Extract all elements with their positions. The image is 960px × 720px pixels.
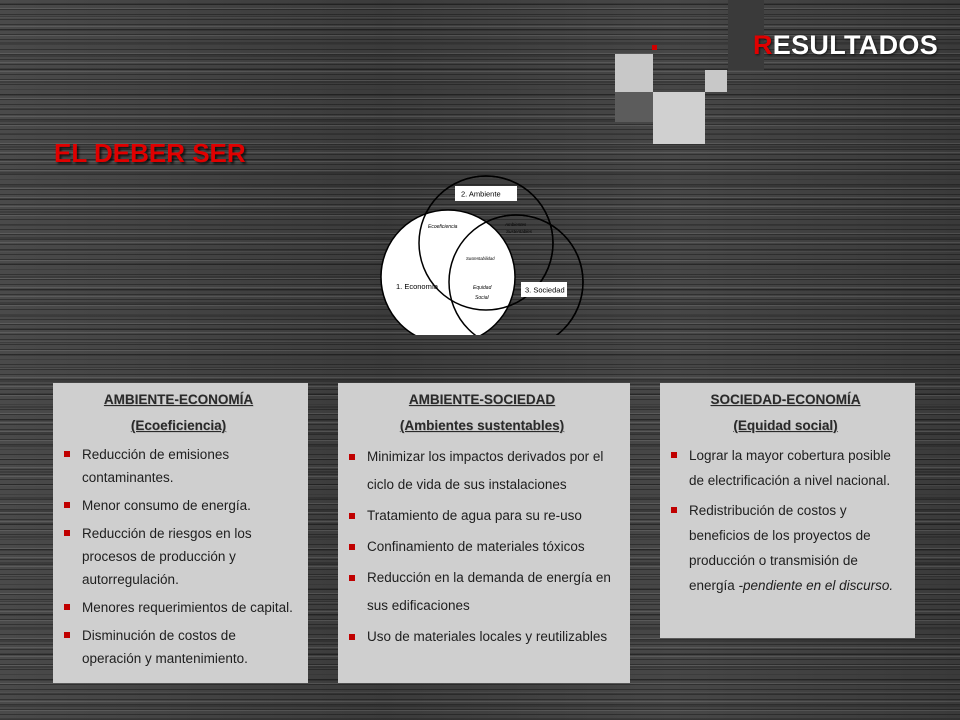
bullet-icon — [64, 451, 70, 457]
label-ambientes: Ambientes — [505, 222, 527, 227]
bullet-icon — [349, 513, 355, 519]
label-ecoeficiencia: Ecoeficiencia — [428, 224, 458, 230]
decor-red-dot — [652, 45, 657, 50]
bullet-icon — [671, 452, 677, 458]
panel-ambiente-sociedad — [338, 383, 630, 683]
bullet-icon — [64, 604, 70, 610]
panel-subheading: (Ecoeficiencia) — [130, 418, 227, 433]
panel-heading: SOCIEDAD-ECONOMÍA — [710, 392, 861, 407]
decor-square-light-1 — [615, 54, 653, 92]
section-subtitle: EL DEBER SER — [54, 138, 246, 168]
list-item: Redistribución de costos y beneficios de los proyectos de producción o transmisión de energía -pendiente en el discurso. — [670, 498, 901, 598]
panel-sociedad-economia — [660, 383, 915, 638]
list-item: Uso de materiales locales y reutilizables — [348, 623, 616, 651]
panel-heading: AMBIENTE-ECONOMÍA — [103, 392, 254, 407]
list-item: Tratamiento de agua para su re-uso — [348, 502, 616, 530]
decor-square-light-2 — [653, 92, 705, 144]
panel-heading: AMBIENTE-SOCIEDAD — [408, 392, 556, 407]
title-rest: ESULTADOS — [772, 30, 938, 60]
list-item: Disminución de costos de operación y mantenimiento. — [63, 624, 294, 670]
label-ambiente: 2. Ambiente — [461, 189, 501, 199]
decor-square-gray-1 — [615, 92, 653, 122]
bullet-icon — [349, 575, 355, 581]
label-social: Social — [475, 295, 489, 301]
bullet-icon — [64, 502, 70, 508]
bullet-icon — [349, 454, 355, 460]
page-title — [753, 30, 938, 61]
label-economia: 1. Economía — [396, 282, 439, 291]
panel-ambiente-economia — [53, 383, 308, 683]
bullet-icon — [349, 544, 355, 550]
list-item: Reducción de riesgos en los procesos de producción y autorregulación. — [63, 522, 294, 591]
label-equidad: Equidad — [473, 285, 492, 291]
bullet-icon — [64, 530, 70, 536]
list-item: Reducción de emisiones contaminantes. — [63, 443, 294, 489]
label-sustentables: Sustentables — [506, 229, 533, 234]
bullet-icon — [64, 632, 70, 638]
list-item: Menores requerimientos de capital. — [63, 596, 294, 619]
label-sociedad: 3. Sociedad — [525, 285, 565, 295]
list-item: Confinamiento de materiales tóxicos — [348, 533, 616, 561]
title-first-letter: R — [752, 30, 773, 60]
venn-diagram — [378, 165, 588, 335]
panel-subheading: (Equidad social) — [733, 418, 838, 433]
panel-subheading: (Ambientes sustentables) — [399, 418, 565, 433]
label-sustentabilidad: Sustentabilidad — [466, 256, 495, 261]
list-item: Reducción en la demanda de energía en sus edificaciones — [348, 564, 616, 620]
bullet-icon — [349, 634, 355, 640]
list-item: Menor consumo de energía. — [63, 494, 294, 517]
decor-square-light-3 — [705, 70, 727, 92]
list-item: Minimizar los impactos derivados por el ciclo de vida de sus instalaciones — [348, 443, 616, 499]
bullet-icon — [671, 507, 677, 513]
list-item: Lograr la mayor cobertura posible de electrificación a nivel nacional. — [670, 443, 901, 493]
